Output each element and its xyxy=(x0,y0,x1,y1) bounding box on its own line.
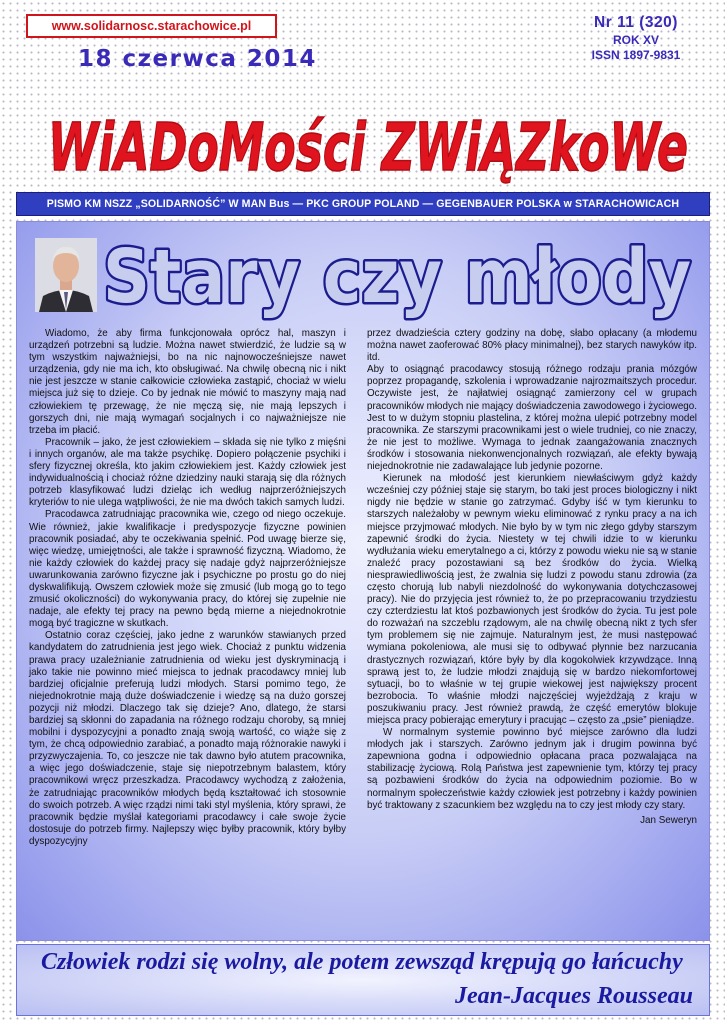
paragraph: Kierunek na młodość jest kierunkiem niewłaściwym gdyż każdy wcześniej czy później staje się starym, bo taki jest proces biologiczny i nikt nigdy nie będzie w stanie go zatrzymać. Gdyby iść w tym kierunku to starszych należałoby w pewnym wieku eliminować z rynku pracy a na ich miejsce przyjmować młodych. Nie było by w tym nic złego gdyby starszym zapewnić środki do życia. Niestety w tej chwili idzie to w kierunku wydłużania wieku emerytalnego a ci, którzy z powodu wieku nie są w stanie znaleźć pracy pozostawiani są bez środków do życia. Wielką niesprawiedliwością jest, że zwalnia się ludzi z powodu stanu zdrowia (za często chorują lub nabyli niezdolność do wykonywania dotychczasowej pracy). Nie do przyjęcia jest również to, że po przepracowaniu trzydziestu czy czterdziestu lat ktoś pozbawionych jest środków do życia. Tu jest pole do rozważań na szczeblu rządowym, ale na chwilę obecną nikt z tych sfer tym problemem się nie zajmuje. Naturalnym jest, że musi następować wymiana pokoleniowa, ale musi się to odbywać płynnie bez narzucania drastycznych rozwiązań, które były by dla kogokolwiek krzywdzące. Inną sprawą jest to, że ludzie młodzi znajdują się w bardzo niekomfortowej sytuacji, bo to właśnie w tej grupie wiekowej jest największy procent bezrobocia. To właśnie młodzi najczęściej wyjeżdżają z kraju w poszukiwaniu pracy. Jest również prawdą, że część emerytów blokuje miejsca pracy pobierając emerytury i pracując – często za „psie” pieniądze. xyxy=(367,473,697,726)
paragraph: Ostatnio coraz częściej, jako jedne z warunków stawianych przed kandydatem do zatrudnienia jest jego wiek. Chociaż z punktu widzenia prawa pracy uzależnianie zatrudnienia od wieku jest dyskryminacją i jako takie nie powinno mieć miejsca to jednak pracodawcy mniej lub bardziej oficjalnie preferują ludzi młodych. Starsi pomimo tego, że niejednokrotnie mają duże doświadczenie i wiedzę są na dużo gorszej pozycji niż młodzi. Dlaczego tak się dzieje? Ano, dlatego, że starsi bardziej są skłonni do zapadania na różnego rodzaju choroby, są mniej mobilni i dyspozycyjni a ponadto znają swoją wartość, co wiąże się z tym, że chcą odpowiednio zarabiać, a ponadto mają różnorakie nawyki i przyzwyczajenia. To, co jeszcze nie tak dawno było atutem pracownika, a więc jego doświadczenie, staje się niepotrzebnym balastem, który pracownikowi wręcz przeszkadza. Pracodawcy wychodzą z założenia, że zatrudniając pracowników młodych będą kształtować ich stosownie do swoich potrzeb. A więc rządzi nimi taki styl myślenia, który sprawi, że pracownik będzie myślał kategoriami pracodawcy i całe swoje życie dostosuje do potrzeb firmy. Najlepszy więc byłby pracownik, który byłby dyspozycyjny xyxy=(29,630,346,847)
issue-info xyxy=(580,14,692,62)
issue-year: ROK XV xyxy=(612,33,659,47)
article-column-right xyxy=(367,328,697,827)
issue-date: 18 czerwca 2014 xyxy=(78,46,317,72)
website-url[interactable]: www.solidarnosc.starachowice.pl xyxy=(26,14,277,38)
headline xyxy=(99,232,699,322)
quote-attribution: Jean-Jacques Rousseau xyxy=(454,983,693,1009)
issue-number: Nr 11 (320) xyxy=(594,14,678,31)
paragraph: przez dwadzieścia cztery godziny na dobę, słabo opłacany (a młodemu można nawet zaoferować 80% płacy minimalnej), bez starych nawyków itp. itd. xyxy=(367,328,697,364)
article-panel xyxy=(16,221,710,941)
quote-text: Człowiek rodzi się wolny, ale potem zewsząd krępują go łańcuchy xyxy=(41,949,683,975)
headline-text: Stary czy młody xyxy=(103,234,691,320)
issn: ISSN 1897-9831 xyxy=(591,48,681,62)
publication-banner: PISMO KM NSZZ „SOLIDARNOŚĆ” W MAN Bus — PKC GROUP POLAND — GEGENBAUER POLSKA w STARACHOWICACH xyxy=(16,192,710,216)
masthead-title: WiADoMości ZWiĄZkoWe xyxy=(48,109,688,186)
paragraph: Pracodawca zatrudniając pracownika wie, czego od niego oczekuje. Wie również, jakie kwalifikacje i predyspozycje fizyczne powinien pracownik posiadać, aby te oczekiwania spełnić. Pod uwagę bierze się, więc wiedzę, umiejętności, ale także i sprawność fizyczną. Wiadomo, że nie każdy człowiek do każdej pracy się nadaje gdyż najprzeróżniejsze uwarunkowania zarówno fizyczne jak i psychiczne po prostu go do niej dyskwalifikują. Owszem człowiek może się zmusić (lub mogą go to tego zmusić okoliczności) do wykonywania pracy, do której się zupełnie nie nadaje, ale efekty tej pracy na pewno będą mierne a niejednokrotnie mogą być tragiczne w skutkach. xyxy=(29,509,346,630)
paragraph: W normalnym systemie powinno być miejsce zarówno dla ludzi młodych jak i starszych. Zarówno jednym jak i drugim powinna być zapewniona godna i odpowiednio opłacana praca pozwalająca na stabilizację życiową. Rolą Państwa jest zapewnienie tym, którzy tej pracy są pozbawieni środków do życia na odpowiednim poziomie. Bo w normalnym społeczeństwie każdy człowiek jest potrzebny i każdy powinien być traktowany z szacunkiem bez względu na to czy jest młody czy stary. xyxy=(367,727,697,811)
article-author: Jan Seweryn xyxy=(640,814,697,826)
author-photo xyxy=(35,238,97,312)
article-column-left xyxy=(29,328,346,848)
paragraph: Wiadomo, że aby firma funkcjonowała oprócz hal, maszyn i urządzeń potrzebni są ludzie. Można nawet stwierdzić, że ludzie są w tym wszystkim najważniejsi, bo na nic najnowocześniejsze nawet urządzenia, gdy nie ma ich, kto obsługiwać. Na chwilę obecną nic i nikt nie jest jeszcze w stanie całkowicie człowieka zastąpić, chociaż w wielu miejsca już się to dzieje. Co by jednak nie mówić to maszyny mają nad człowiekiem tę przewagę, że nie męczą się, nie mają lepszych i gorszych dni, nie mają wymagań socjalnych i co najważniejsze nie trzeba im płacić. xyxy=(29,328,346,436)
paragraph: Pracownik – jako, że jest człowiekiem – składa się nie tylko z mięśni i innych organów, ale ma także psychikę. Dopiero połączenie psychiki i sfery fizycznej określa, kto jakim człowiekiem jest. Każdy człowiek jest indywidualnością i chociaż różne dziedziny nauki starają się dla różnych potrzeb klasyfikować ludzi dzieląc ich według najprzeróżniejszych kryteriów to nie ulega wątpliwości, że nie ma dwóch takich samych ludzi. xyxy=(29,436,346,509)
masthead-logo xyxy=(38,92,698,192)
paragraph: Aby to osiągnąć pracodawcy stosują różnego rodzaju prania mózgów poprzez propagandę, szkolenia i wprowadzanie najrozmaitszych procedur. Oczywiste jest, że najłatwiej osiągnąć zamierzony cel w grupach pracowników młodych nie mający doświadczenia zawodowego i życiowego. Jest to w dużym stopniu plastelina, z której można ulepić potrzebny model pracownika. Ze starszymi pracownikami jest o wiele trudniej, co nie znaczy, że nie jest to możliwe. Wymaga to jednak zaangażowania znacznych środków i stosowania niekonwencjonalnych rozwiązań, ale efekty bywają niejednokrotnie nie zadawalające lub jedynie pozorne. xyxy=(367,364,697,473)
quote-box xyxy=(16,944,710,1016)
